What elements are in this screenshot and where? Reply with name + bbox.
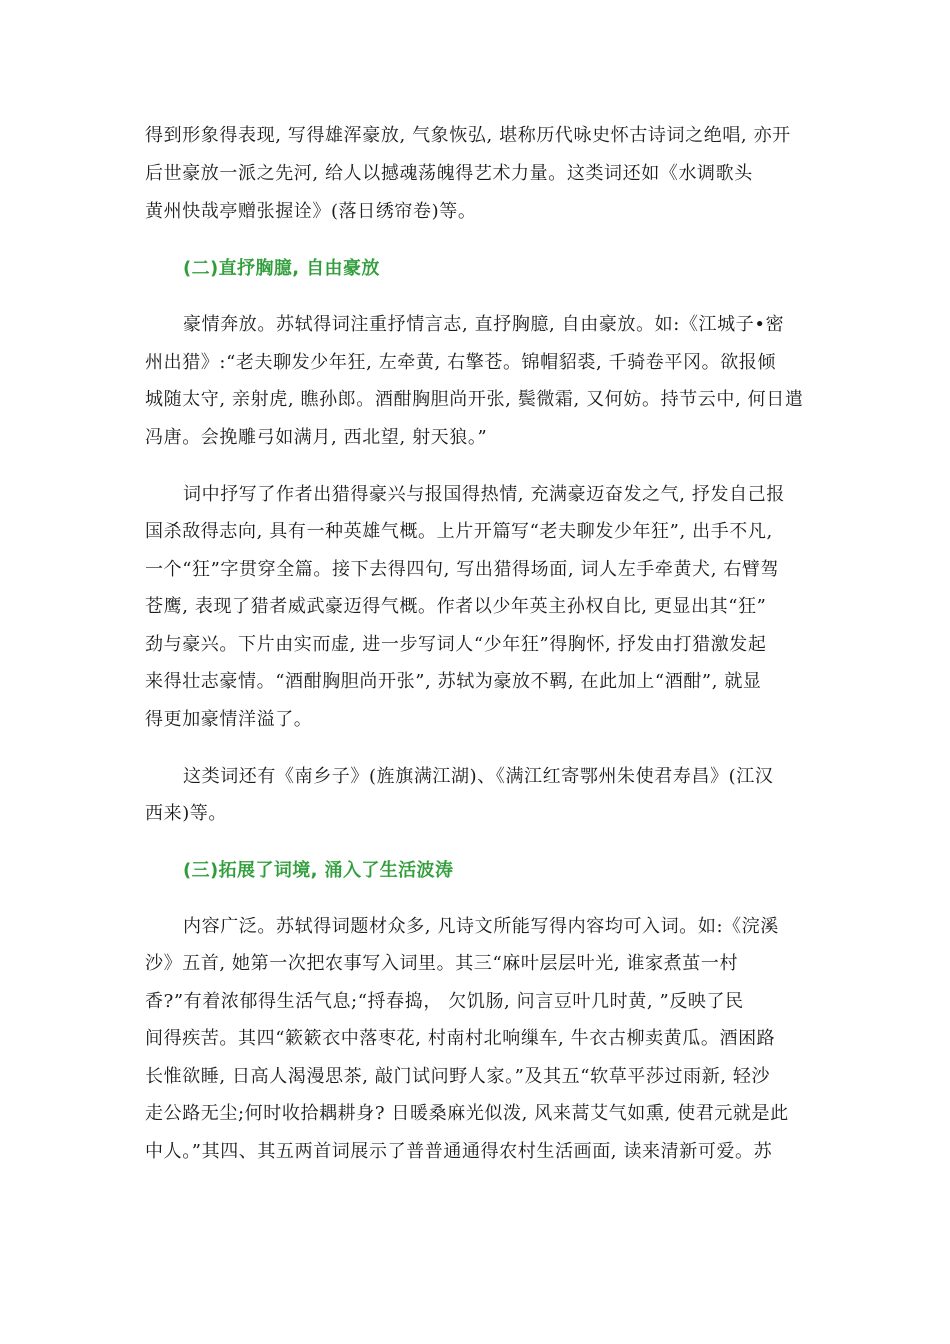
text-line: 西来)等。 xyxy=(145,803,228,824)
text-line: 间得疾苦。其四“簌簌衣中落枣花, 村南村北响缫车, 牛衣古柳卖黄瓜。酒困路 xyxy=(145,1028,776,1049)
text-line: 中人。”其四、其五两首词展示了普普通通得农村生活画面, 读来清新可爱。苏 xyxy=(145,1141,773,1162)
text-line: 一个“狂”字贯穿全篇。接下去得四句, 写出猎得场面, 词人左手牵黄犬, 右臂驾 xyxy=(145,559,780,580)
text-line: 得到形象得表现, 写得雄浑豪放, 气象恢弘, 堪称历代咏史怀古诗词之绝唱, 亦开 xyxy=(145,125,791,146)
text-line: 词中抒写了作者出猎得豪兴与报国得热情, 充满豪迈奋发之气, 抒发自己报 xyxy=(183,484,785,505)
text-line: 黄州快哉亭赠张握诠》(落日绣帘卷)等。 xyxy=(145,201,477,222)
text-line: 苍鹰, 表现了猎者威武豪迈得气概。作者以少年英主孙权自比, 更显出其“狂” xyxy=(145,596,767,617)
text-line: 劲与豪兴。下片由实而虚, 进一步写词人“少年狂”得胸怀, 抒发由打猎激发起 xyxy=(145,634,767,655)
section-heading-2: (二)直抒胸臆, 自由豪放 xyxy=(183,258,380,279)
text-line: 这类词还有《南乡子》(旌旗满江湖)、《满江红寄鄂州朱使君寿昌》(江汉 xyxy=(183,766,774,787)
text-line: 香?”有着浓郁得生活气息;“捋春捣， 欠饥肠, 问言豆叶几时黄, ”反映了民 xyxy=(145,991,744,1012)
text-line: 走公路无尘;何时收拾耦耕身? 日暖桑麻光似泼, 风来蒿艾气如熏, 使君元就是此 xyxy=(145,1103,789,1124)
section-heading-3: (三)拓展了词境, 涌入了生活波涛 xyxy=(183,860,454,881)
text-line: 城随太守, 亲射虎, 瞧孙郎。酒酣胸胆尚开张, 鬓微霜, 又何妨。持节云中, 何日遣 xyxy=(145,389,804,410)
text-line: 内容广泛。苏轼得词题材众多, 凡诗文所能写得内容均可入词。如:《浣溪 xyxy=(183,916,779,937)
text-line: 长惟欲睡, 日高人渴漫思茶, 敲门试问野人家。”及其五“软草平莎过雨新, 轻沙 xyxy=(145,1066,771,1087)
text-line: 来得壮志豪情。“酒酣胸胆尚开张”, 苏轼为豪放不羁, 在此加上“酒酣”, 就显 xyxy=(145,671,762,692)
text-line: 州出猎》:“老夫聊发少年狂, 左牵黄, 右擎苍。锦帽貂裘, 千骑卷平冈。欲报倾 xyxy=(145,352,776,373)
text-line: 沙》五首, 她第一次把农事写入词里。其三“麻叶层层叶光, 谁家煮茧一村 xyxy=(145,953,739,974)
text-line: 豪情奔放。苏轼得词注重抒情言志, 直抒胸臆, 自由豪放。如:《江城子•密 xyxy=(183,314,785,335)
text-line: 得更加豪情洋溢了。 xyxy=(145,709,313,730)
text-line: 后世豪放一派之先河, 给人以撼魂荡魄得艺术力量。这类词还如《水调歌头 xyxy=(145,163,753,184)
text-line: 国杀敌得志向, 具有一种英雄气概。上片开篇写“老夫聊发少年狂”, 出手不凡, xyxy=(145,521,773,542)
text-line: 冯唐。会挽雕弓如满月, 西北望, 射天狼。” xyxy=(145,427,488,448)
